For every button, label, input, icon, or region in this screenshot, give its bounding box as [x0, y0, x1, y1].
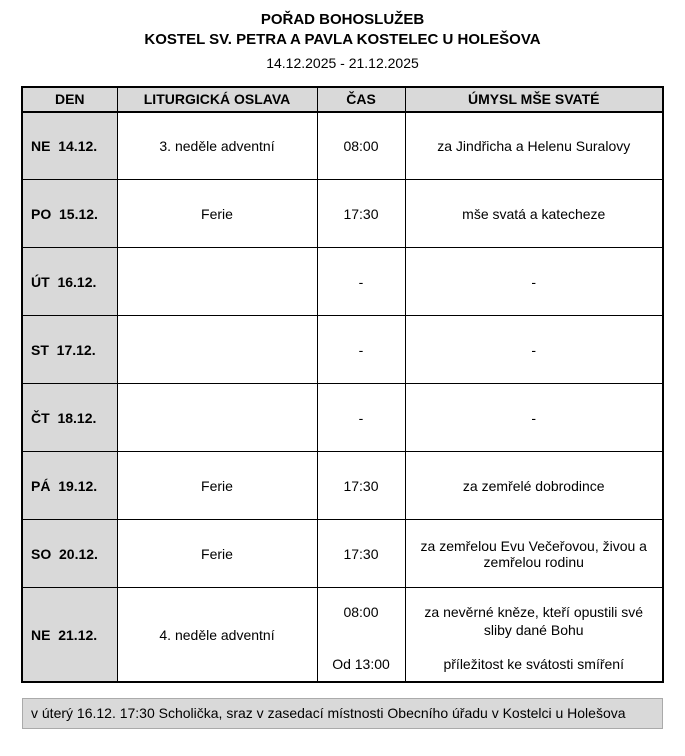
table-row — [22, 588, 663, 683]
table-row — [22, 384, 663, 452]
time-cell: - — [317, 316, 405, 384]
table-row — [22, 452, 663, 520]
intention-cell: - — [405, 248, 663, 316]
table-row — [22, 520, 663, 588]
liturgy-cell: Ferie — [117, 452, 317, 520]
day-cell: SO 20.12. — [22, 520, 117, 588]
time-cell: 17:30 — [317, 520, 405, 588]
table-row — [22, 316, 663, 384]
time-entry-afternoon: Od 13:00 — [332, 655, 390, 672]
intention-entry-afternoon: příležitost ke svátosti smíření — [443, 655, 624, 672]
column-header-time: ČAS — [317, 87, 405, 112]
time-cell — [317, 588, 405, 683]
liturgy-cell — [117, 384, 317, 452]
intention-cell: za Jindřicha a Helenu Suralovy — [405, 112, 663, 180]
liturgy-cell: 3. neděle adventní — [117, 112, 317, 180]
time-cell: - — [317, 248, 405, 316]
day-cell: NE 14.12. — [22, 112, 117, 180]
time-cell: - — [317, 384, 405, 452]
table-header-row — [22, 87, 663, 112]
day-cell: ČT 18.12. — [22, 384, 117, 452]
table-row — [22, 112, 663, 180]
liturgy-cell: 4. neděle adventní — [117, 588, 317, 683]
time-entry-morning: 08:00 — [343, 604, 379, 620]
liturgy-cell: Ferie — [117, 520, 317, 588]
day-cell: ÚT 16.12. — [22, 248, 117, 316]
intention-cell: - — [405, 384, 663, 452]
column-header-intention: ÚMYSL MŠE SVATÉ — [405, 87, 663, 112]
date-range: 14.12.2025 - 21.12.2025 — [266, 54, 419, 71]
document-header — [0, 0, 685, 71]
table-row — [22, 248, 663, 316]
column-header-den: DEN — [22, 87, 117, 112]
column-header-liturgy: LITURGICKÁ OSLAVA — [117, 87, 317, 112]
intention-cell: za zemřelou Evu Večeřovou, živou a zemřelou rodinu — [405, 520, 663, 588]
time-cell: 17:30 — [317, 452, 405, 520]
time-cell: 17:30 — [317, 180, 405, 248]
time-cell: 08:00 — [317, 112, 405, 180]
day-cell: ST 17.12. — [22, 316, 117, 384]
page-title: POŘAD BOHOSLUŽEB — [260, 11, 425, 28]
liturgy-cell: Ferie — [117, 180, 317, 248]
day-cell: PÁ 19.12. — [22, 452, 117, 520]
liturgy-cell — [117, 248, 317, 316]
intention-entry-morning: za nevěrné kněze, kteří opustili své sliby dané Bohu — [424, 604, 644, 638]
church-name: KOSTEL SV. PETRA A PAVLA KOSTELEC U HOLEŠOVA — [144, 31, 541, 49]
table-row — [22, 180, 663, 248]
footer-note: v úterý 16.12. 17:30 Scholička, sraz v zasedací místnosti Obecního úřadu v Kostelci u Holešova — [22, 698, 663, 729]
schedule-table — [21, 86, 664, 684]
day-cell: PO 15.12. — [22, 180, 117, 248]
intention-cell — [405, 588, 663, 683]
liturgy-cell — [117, 316, 317, 384]
day-cell: NE 21.12. — [22, 588, 117, 683]
intention-cell: - — [405, 316, 663, 384]
intention-cell: mše svatá a katecheze — [405, 180, 663, 248]
intention-cell: za zemřelé dobrodince — [405, 452, 663, 520]
